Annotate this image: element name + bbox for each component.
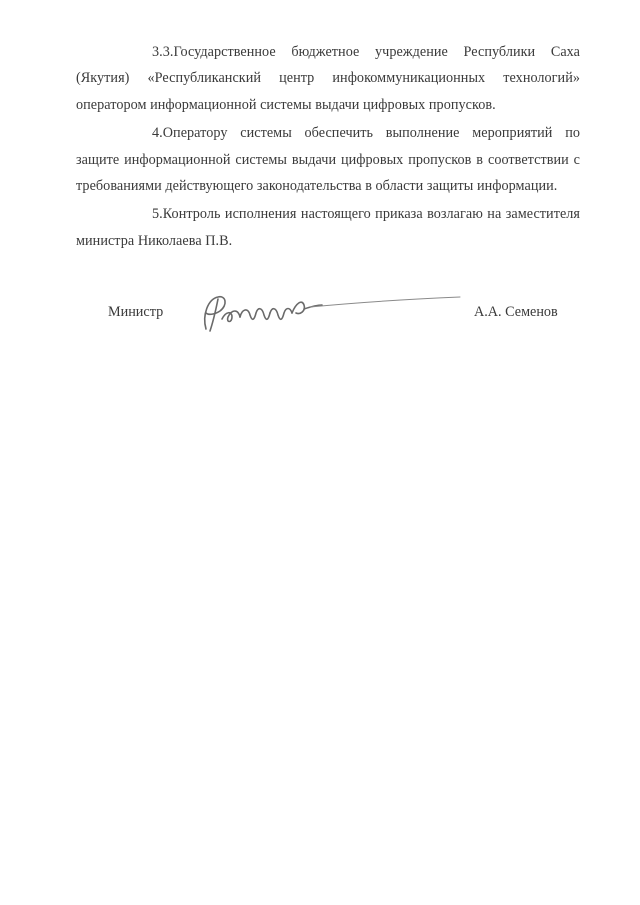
signatory-name: А.А. Семенов: [474, 304, 558, 320]
paragraph-text: Контроль исполнения настоящего приказа возлагаю на заместителя министра Николаева П.В.: [76, 206, 580, 249]
paragraph-number: 4.: [152, 125, 163, 142]
handwritten-signature: [192, 285, 472, 340]
paragraph-text: Государственное бюджетное учреждение Республики Саха (Якутия) «Республиканский центр инфокоммуникационных технологий» оператором информационной системы выдачи цифровых пропусков.: [76, 44, 580, 113]
paragraph-text: Оператору системы обеспечить выполнение мероприятий по защите информационной системы выдачи цифровых пропусков в соответствии с требованиями действующего законодательства в области защиты информации.: [76, 125, 580, 195]
signatory-position: Министр: [108, 304, 164, 320]
paragraph-number: 5.: [152, 206, 163, 223]
paragraph-3-3: [76, 39, 580, 118]
paragraph-4: [76, 120, 580, 199]
paragraph-number: 3.3.: [152, 44, 174, 60]
paragraph-5: [76, 201, 580, 254]
document-body: [76, 39, 580, 256]
signature-block: [108, 285, 568, 340]
